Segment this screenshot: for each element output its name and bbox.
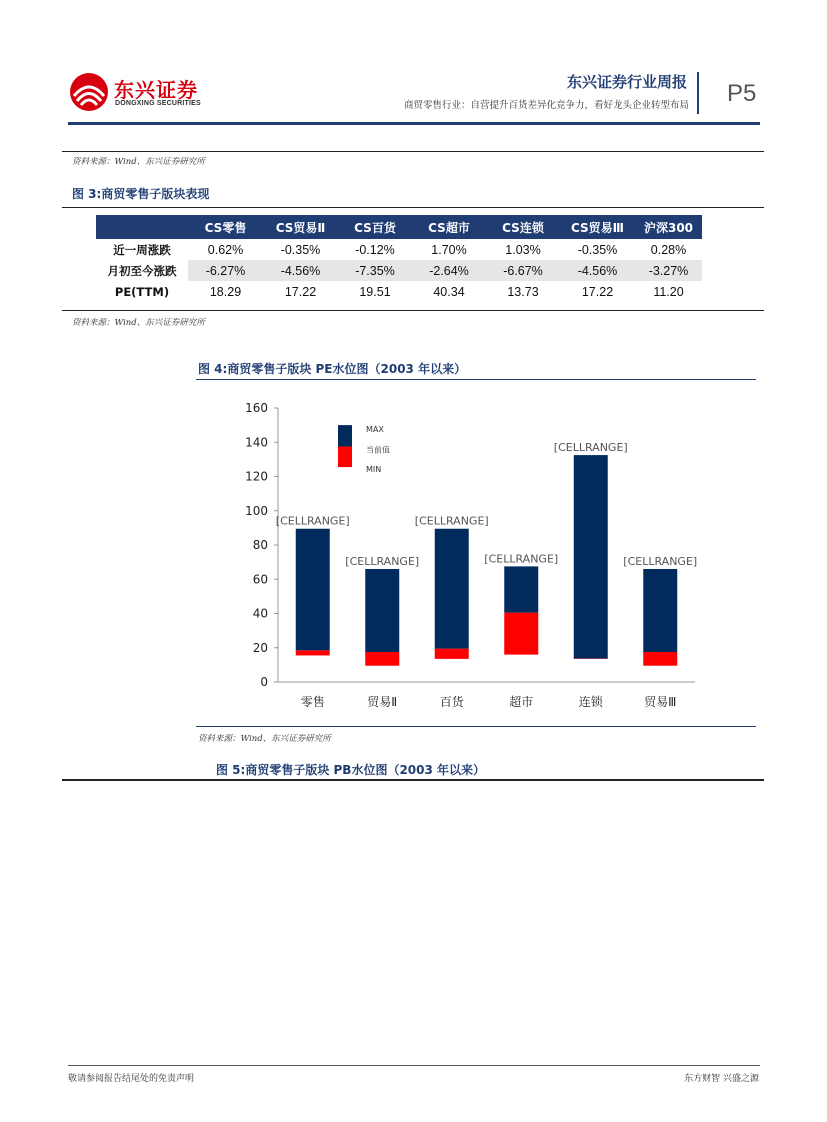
bar-data-label: [CELLRANGE] — [345, 554, 420, 568]
table-row — [96, 281, 702, 302]
x-tick-label: 贸易Ⅲ — [644, 695, 677, 709]
bar-data-label: [CELLRANGE] — [275, 514, 350, 528]
section-rule — [62, 151, 764, 152]
bar-max-segment — [365, 569, 399, 652]
legend-label: 当前值 — [366, 445, 390, 455]
table-cell: 1.03% — [505, 242, 541, 257]
source-note-top: 资料来源：Wind、东兴证券研究所 — [72, 157, 205, 167]
legend-swatch-max — [338, 425, 352, 446]
figure5-rule — [62, 779, 764, 781]
table-cell: 0.62% — [207, 242, 244, 257]
figure3-title: 图 3:商贸零售子版块表现 — [72, 187, 210, 201]
y-tick-label: 160 — [245, 401, 268, 415]
table-cell: 0.28% — [650, 242, 687, 257]
bar-data-label: [CELLRANGE] — [623, 554, 698, 568]
y-tick-label: 20 — [252, 640, 268, 655]
table-row — [96, 260, 702, 281]
figure4-bottom-rule — [196, 726, 756, 727]
sector-performance-table — [96, 215, 702, 302]
table-header-cell: CS贸易Ⅱ — [263, 215, 338, 239]
company-logo — [68, 72, 218, 112]
table-header-cell: CS超市 — [412, 215, 486, 239]
bar-current-segment — [504, 613, 538, 655]
bar-current-segment — [435, 649, 469, 659]
bar-current-segment — [365, 652, 399, 666]
header-divider — [697, 72, 699, 114]
figure4-top-rule — [196, 379, 756, 380]
bar-max-segment — [435, 529, 469, 649]
table-header-cell: CS零售 — [188, 215, 263, 239]
table-header-cell: 沪深300 — [635, 215, 702, 239]
figure3-top-rule — [62, 207, 764, 208]
y-tick-label: 0 — [260, 675, 268, 689]
table-cell: 13.73 — [507, 284, 539, 299]
table-cell: 19.51 — [359, 284, 391, 299]
y-tick-label: 100 — [245, 503, 268, 518]
table-row — [96, 239, 702, 260]
figure3-bottom-rule — [62, 310, 764, 311]
logo-company-cn: 东兴证券 — [114, 78, 198, 102]
table-cell: 18.29 — [209, 284, 242, 299]
footer-rule — [68, 1065, 760, 1066]
table-cell: -0.12% — [355, 242, 395, 257]
table-cell: -3.27% — [635, 260, 702, 281]
table-header-blank — [96, 215, 188, 239]
x-tick-label: 百货 — [439, 695, 464, 709]
table-cell: -6.27% — [188, 260, 263, 281]
row-label: 近一周涨跌 — [113, 242, 171, 257]
y-tick-label: 80 — [252, 538, 268, 552]
bar-max-segment — [296, 529, 330, 651]
table-cell: -0.35% — [280, 242, 321, 257]
x-tick-label: 连锁 — [578, 695, 603, 709]
table-header-row — [96, 215, 702, 239]
table-header-cell: CS百货 — [338, 215, 412, 239]
x-tick-label: 贸易Ⅱ — [367, 695, 398, 709]
row-label: PE(TTM) — [114, 284, 170, 299]
bar-data-label: [CELLRANGE] — [484, 552, 559, 566]
row-label: 月初至今涨跌 — [96, 260, 188, 281]
table-cell: -4.56% — [560, 260, 635, 281]
table-cell: 1.70% — [431, 242, 467, 257]
table-cell: -6.67% — [486, 260, 560, 281]
figure3-source: 资料来源：Wind、东兴证券研究所 — [72, 318, 205, 328]
page-number: P5 — [727, 80, 757, 107]
table-header-cell: CS连锁 — [486, 215, 560, 239]
y-tick-label: 40 — [252, 606, 268, 621]
report-title: 东兴证券行业周报 — [566, 73, 687, 91]
bar-max-segment — [574, 455, 608, 658]
table-cell: 17.22 — [581, 284, 614, 299]
header-rule — [68, 122, 760, 125]
footer-slogan: 东方财智 兴盛之源 — [684, 1074, 759, 1084]
table-cell: 40.34 — [433, 284, 465, 299]
y-tick-label: 120 — [245, 469, 268, 484]
bar-data-label: [CELLRANGE] — [414, 514, 489, 528]
table-cell: -7.35% — [338, 260, 412, 281]
bar-data-label: [CELLRANGE] — [553, 441, 628, 455]
y-tick-label: 140 — [245, 435, 268, 450]
table-cell: 11.20 — [653, 284, 684, 299]
table-cell: -4.56% — [263, 260, 338, 281]
bar-max-segment — [504, 566, 538, 612]
y-tick-label: 60 — [252, 572, 268, 587]
footer-disclaimer: 敬请参阅报告结尾处的免责声明 — [68, 1074, 195, 1084]
logo-company-en: DONGXING SECURITIES — [115, 100, 201, 107]
table-cell: -2.64% — [412, 260, 486, 281]
logo-mark-icon — [68, 72, 110, 112]
legend-swatch-current — [338, 447, 352, 468]
x-tick-label: 超市 — [509, 695, 534, 709]
table-header-cell: CS贸易Ⅲ — [560, 215, 635, 239]
bar-current-segment — [643, 652, 677, 666]
figure5-title: 图 5:商贸零售子版块 PB水位图（2003 年以来） — [216, 763, 486, 777]
report-subtitle: 商贸零售行业：自营提升百货差异化竞争力，看好龙头企业转型布局 — [403, 100, 689, 111]
table-cell: -0.35% — [577, 242, 618, 257]
bar-max-segment — [643, 569, 677, 652]
figure4-source: 资料来源：Wind、东兴证券研究所 — [198, 734, 331, 744]
figure4-title: 图 4:商贸零售子版块 PE水位图（2003 年以来） — [198, 362, 467, 376]
bar-current-segment — [296, 650, 330, 655]
x-tick-label: 零售 — [300, 695, 325, 709]
pe-water-level-chart — [230, 395, 700, 715]
legend-label: MAX — [366, 424, 384, 434]
legend-label: MIN — [366, 465, 382, 475]
table-cell: 17.22 — [284, 284, 317, 299]
